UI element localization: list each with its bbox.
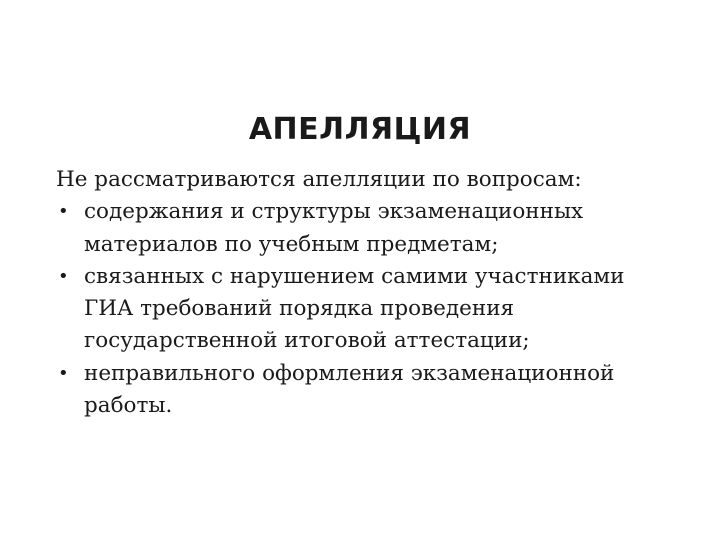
bullet-icon: • [58,201,69,223]
bullet-icon: • [58,265,69,287]
list-item-text: содержания и структуры экзаменационных материалов по учебным предметам; [84,199,584,257]
bullet-icon: • [58,362,69,384]
list-item-text: неправильного оформления экзаменационной работы. [84,360,615,419]
bullet-list [56,196,666,422]
list-item-text: связанных с нарушением самими участниками ГИА требований порядка проведения государственной итоговой аттестации; [84,263,625,354]
list-item [56,196,666,261]
intro-text: Не рассматриваются апелляции по вопросам: [56,167,582,192]
slide-title: АПЕЛЛЯЦИЯ [248,112,472,147]
slide-body [56,164,666,422]
list-item [56,358,666,423]
list-item [56,261,666,358]
